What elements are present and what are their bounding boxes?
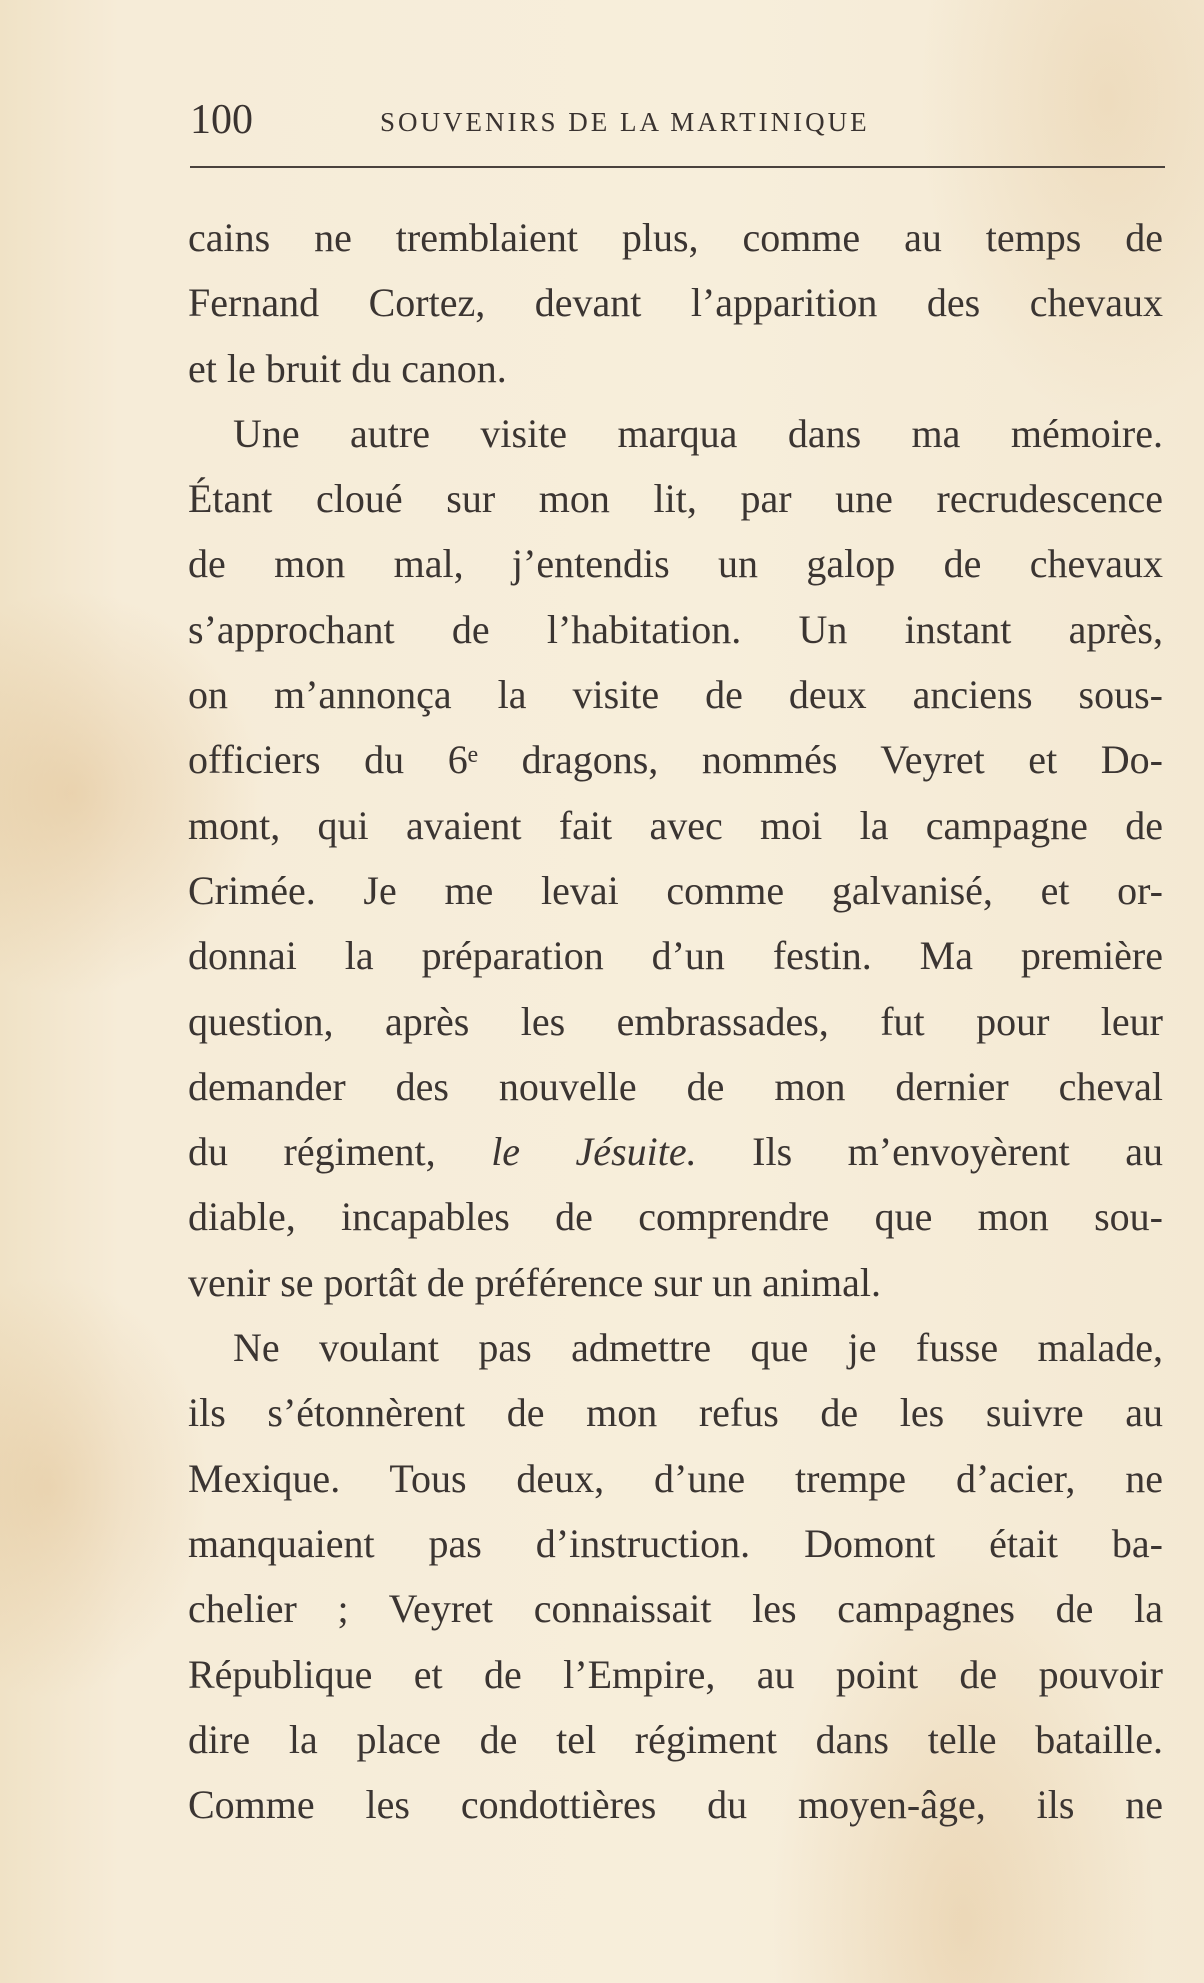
text-line: officiers du 6ᵉ dragons, nommés Veyret et Do-	[188, 737, 1163, 783]
text-line: question, après les embrassades, fut pour leur	[188, 998, 1163, 1044]
text-line: Crimée. Je me levai comme galvanisé, et or-	[188, 867, 1163, 913]
text-line: cains ne tremblaient plus, comme au temps de	[188, 215, 1163, 260]
text-line: donnai la préparation d’un festin. Ma première	[188, 933, 1163, 979]
text-line: venir se portât de préférence sur un animal.	[188, 1259, 882, 1305]
text-line: ils s’étonnèrent de mon refus de les suivre au	[188, 1390, 1163, 1436]
text-line: chelier ; Veyret connaissait les campagnes de la	[188, 1586, 1163, 1632]
text-line: manquaient pas d’instruction. Domont était ba-	[188, 1520, 1163, 1566]
paragraph-first-line: Ne voulant pas admettre que je fusse malade,	[233, 1325, 1163, 1371]
italic-horse-name: le Jésuite.	[491, 1129, 697, 1175]
text-line: Fernand Cortez, devant l’apparition des chevaux	[188, 280, 1163, 326]
paragraph-first-line: Une autre visite marqua dans ma mémoire.	[233, 410, 1163, 456]
body-text	[188, 205, 1163, 1837]
text-line: on m’annonça la visite de deux anciens sous-	[188, 672, 1163, 718]
text-segment: du régiment,	[188, 1129, 436, 1175]
text-line: et le bruit du canon.	[188, 345, 507, 391]
running-head	[190, 95, 1170, 145]
text-line: de mon mal, j’entendis un galop de chevaux	[188, 541, 1163, 587]
header-rule	[190, 166, 1165, 168]
text-line: Comme les condottières du moyen-âge, ils ne	[188, 1782, 1163, 1828]
text-line: Mexique. Tous deux, d’une trempe d’acier, ne	[188, 1455, 1163, 1501]
running-title: SOUVENIRS DE LA MARTINIQUE	[380, 107, 870, 137]
text-line-mixed	[188, 1119, 1163, 1184]
text-line: mont, qui avaient fait avec moi la campagne de	[188, 802, 1163, 848]
text-line: Étant cloué sur mon lit, par une recrudescence	[188, 476, 1163, 522]
page-number: 100	[190, 97, 253, 143]
text-segment: Ils m’envoyèrent au	[752, 1129, 1164, 1175]
text-line: dire la place de tel régiment dans telle bataille.	[188, 1716, 1163, 1762]
text-line: s’approchant de l’habitation. Un instant après,	[188, 606, 1163, 652]
text-line: diable, incapables de comprendre que mon sou-	[188, 1194, 1163, 1240]
text-line: République et de l’Empire, au point de pouvoir	[188, 1651, 1163, 1697]
text-line: demander des nouvelle de mon dernier cheval	[188, 1063, 1163, 1109]
